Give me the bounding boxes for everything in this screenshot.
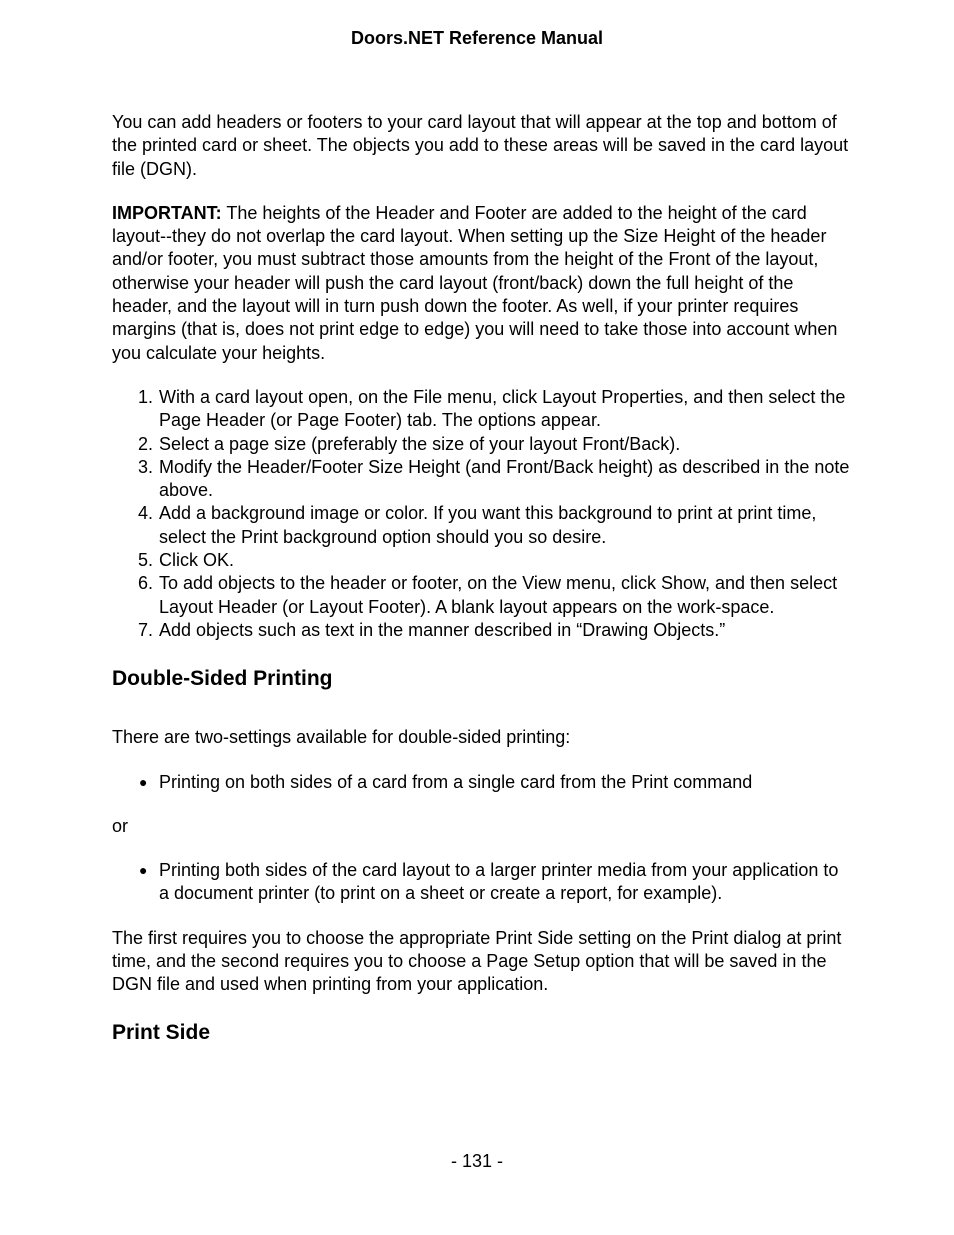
list-item (139, 859, 852, 906)
step-text: Click OK. (159, 550, 235, 571)
step-number: 3. (137, 456, 153, 477)
page-content (112, 111, 852, 1046)
step-number: 1. (137, 386, 153, 407)
list-item (139, 771, 852, 794)
bullet-list-1 (112, 771, 852, 794)
important-text: The heights of the Header and Footer are added to the height of the card layout--they do not overlap the card layout. When setting up the Size Height of the header and/or footer, you must subtract those amounts from the height of the Front of the layout, otherwise your header will push the card layout (front/back) down the full height of the header, and the layout will in turn push down the footer. As well, if your printer requires margins (that is, does not print edge to edge) you will need to take those into account when you calculate your heights. (112, 202, 838, 363)
list-item (137, 386, 852, 433)
bullet-text: Printing on both sides of a card from a single card from the Print command (159, 771, 753, 792)
step-number: 5. (137, 550, 153, 571)
list-item (137, 502, 852, 549)
step-text: Modify the Header/Footer Size Height (and Front/Back height) as described in the note above. (159, 456, 850, 501)
list-item (137, 619, 852, 642)
step-number: 7. (137, 619, 153, 640)
double-sided-intro: There are two-settings available for double-sided printing: (112, 727, 571, 748)
step-number: 2. (137, 433, 153, 454)
step-number: 4. (137, 503, 153, 524)
step-text: To add objects to the header or footer, on the View menu, click Show, and then select Layout Header (or Layout Footer). A blank layout appears on the work-space. (159, 573, 838, 617)
page-number: - 131 - (450, 1151, 504, 1171)
bullet-icon: ● (139, 862, 148, 879)
page-header-title: Doors.NET Reference Manual (350, 28, 604, 48)
step-text: Add a background image or color. If you want this background to print at print time, select the Print background option should you so desire. (159, 503, 817, 547)
bullet-icon: ● (139, 773, 148, 790)
double-sided-conclusion: The first requires you to choose the appropriate Print Side setting on the Print dialog at print time, and the second requires you to choose a Page Setup option that will be saved in the DGN file and used when printing from your application. (112, 927, 842, 995)
important-label: IMPORTANT: (112, 202, 222, 223)
list-item (137, 433, 852, 456)
step-text: With a card layout open, on the File menu, click Layout Properties, and then select the Page Header (or Page Footer) tab. The options appear. (159, 386, 846, 431)
steps-list (112, 386, 852, 642)
important-note (112, 202, 852, 365)
bullet-list-2 (112, 859, 852, 906)
intro-paragraph: You can add headers or footers to your card layout that will appear at the top and bottom of the printed card or sheet. The objects you add to these areas will be saved in the card layout file (DGN). (112, 112, 849, 179)
list-item (137, 456, 852, 503)
bullet-text: Printing both sides of the card layout to a larger printer media from your application to a document printer (to print on a sheet or create a report, for example). (159, 860, 839, 904)
step-text: Add objects such as text in the manner described in “Drawing Objects.” (159, 619, 726, 640)
list-item (137, 572, 852, 619)
step-number: 6. (137, 573, 153, 594)
print-side-heading: Print Side (112, 1020, 211, 1044)
step-text: Select a page size (preferably the size of your layout Front/Back). (159, 433, 681, 454)
double-sided-heading: Double-Sided Printing (112, 667, 333, 691)
list-item (137, 549, 852, 572)
or-text: or (112, 815, 129, 836)
